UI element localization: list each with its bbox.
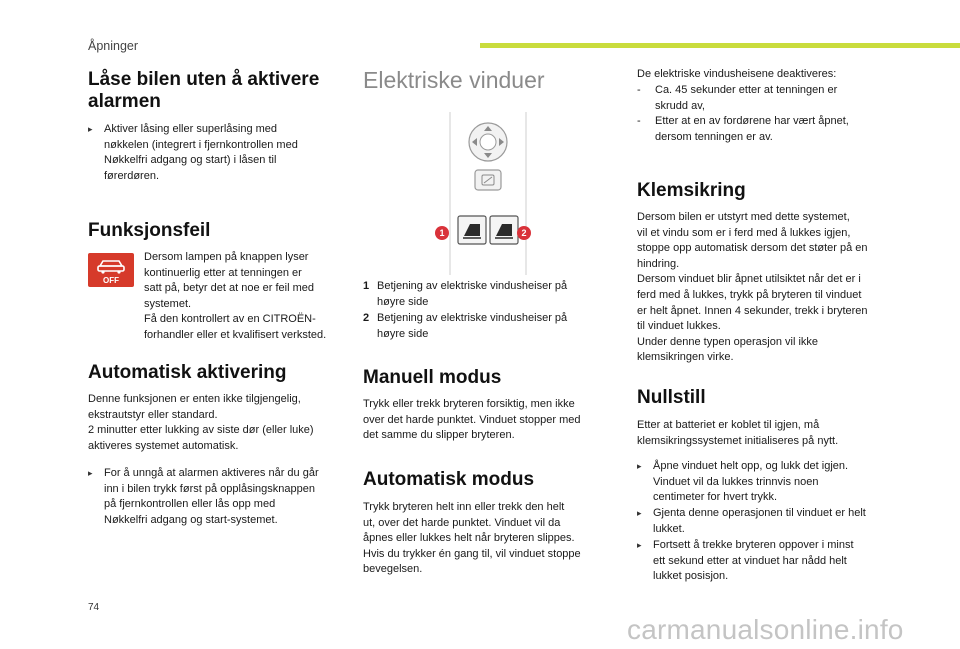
bullet-arrow-icon: ▸	[637, 461, 642, 471]
deactivate-item-1: - Ca. 45 sekunder etter at tenningen er skrudd av,	[637, 83, 897, 114]
legend-text: Betjening av elektriske vindusheiser på høyre side	[377, 280, 568, 308]
automatic-mode-text: Trykk bryteren helt inn eller trekk den helt ut, over det harde punktet. Vinduet vil da åpnes eller lukkes helt når bryteren slippes. Hvis du trykker én gang til, vil vinduet stoppe bevegelsen.	[363, 501, 581, 576]
bullet-arrow-icon: ▸	[88, 468, 93, 478]
auto-activation-bullet-text: For å unngå at alarmen aktiveres når du går inn i bilen trykk først på opplåsingsknappen på fjernkontrollen eller lås opp med Nøkkelfri adgang og start-systemet.	[104, 467, 319, 526]
deactivate-item-text: Etter at en av fordørene har vært åpnet, dersom tenningen er av.	[655, 115, 849, 143]
pinch-protection-title: Klemsikring	[637, 180, 746, 201]
legend-item-2	[363, 311, 608, 342]
bullet-arrow-icon: ▸	[88, 124, 93, 134]
auto-activation-title: Automatisk aktivering	[88, 362, 287, 383]
auto-activation-text: Denne funksjonen er enten ikke tilgjengelig, ekstrautstyr eller standard. 2 minutter etter lukking av siste dør (eller luke) aktiveres systemet automatisk.	[88, 393, 314, 452]
legend-item-1	[363, 279, 608, 310]
window-switch-2-icon	[490, 216, 518, 244]
lock-without-alarm-title: Låse bilen uten å aktivere alarmen	[88, 69, 320, 112]
window-switch-illustration	[448, 112, 528, 275]
legend-number: 2	[363, 312, 370, 324]
fault-title: Funksjonsfeil	[88, 220, 211, 241]
manual-mode-text: Trykk eller trekk bryteren forsiktig, men ikke over det harde punktet. Vinduet stopper med det samme du slipper bryteren.	[363, 398, 581, 442]
window-switch-1-icon	[458, 216, 486, 244]
reset-bullet-text: Åpne vinduet helt opp, og lukk det igjen. Vinduet vil da lukkes trinnvis noen centimeter for hvert trykk.	[653, 460, 849, 504]
off-icon-label: OFF	[103, 276, 119, 285]
automatic-mode-title: Automatisk modus	[363, 469, 535, 490]
lock-bullet-text: Aktiver låsing eller superlåsing med nøkkelen (integrert i fjernkontrollen med Nøkkelfri adgang og start) i låsen til førerdøren.	[104, 123, 298, 182]
page-number: 74	[88, 602, 100, 613]
electric-windows-title: Elektriske vinduer	[363, 67, 545, 93]
bullet-arrow-icon: ▸	[637, 508, 642, 518]
deactivate-item-2: - Etter at en av fordørene har vært åpnet, dersom tenningen er av.	[637, 114, 897, 145]
reset-bullet-3	[637, 538, 899, 585]
reset-bullet-text: Fortsett å trekke bryteren oppover i minst ett sekund etter at vinduet har nådd helt lukket posisjon.	[653, 539, 854, 583]
pinch-protection-text: Dersom bilen er utstyrt med dette systemet, vil et vindu som er i ferd med å lukkes igjen, stoppe opp automatisk dersom det støter på en hindring. Dersom vinduet blir åpnet utilsiktet når det er i ferd med å lukkes, trykk på bryteren til vinduet er helt åpnet. Innen 4 sekunder, trekk i bryteren til vinduet lukkes. Under denne typen operasjon vil ikke klemsikringen virke.	[637, 211, 868, 364]
callout-1: 1	[435, 226, 449, 240]
reset-bullet-1	[637, 459, 899, 506]
lock-bullet	[88, 122, 350, 184]
mirror-adjuster-icon	[469, 123, 507, 161]
fault-text: Dersom lampen på knappen lyser kontinuerlig etter at tenningen er satt på, betyr det at noe er feil med systemet. Få den kontrollert av en CITROËN- forhandler eller et kvalifisert verksted.	[144, 251, 327, 341]
mirror-fold-icon	[475, 170, 501, 190]
legend-text: Betjening av elektriske vindusheiser på høyre side	[377, 312, 568, 340]
legend-number: 1	[363, 280, 370, 292]
reset-bullet-2	[637, 506, 899, 537]
reset-text: Etter at batteriet er koblet til igjen, må klemsikringssystemet initialiseres på nytt.	[637, 419, 839, 447]
manual-mode-title: Manuell modus	[363, 367, 502, 388]
callout-2: 2	[517, 226, 531, 240]
deactivate-item-text: Ca. 45 sekunder etter at tenningen er skrudd av,	[655, 84, 838, 112]
reset-bullet-text: Gjenta denne operasjonen til vinduet er helt lukket.	[653, 507, 866, 535]
bullet-arrow-icon: ▸	[637, 540, 642, 550]
alarm-off-icon	[88, 253, 134, 287]
section-label: Åpninger	[88, 39, 139, 53]
section-accent-bar	[480, 43, 960, 48]
auto-activation-bullet	[88, 466, 350, 528]
deactivate-intro: De elektriske vindusheisene deaktiveres:	[637, 68, 837, 80]
reset-title: Nullstill	[637, 387, 706, 408]
watermark: carmanualsonline.info	[627, 614, 904, 645]
